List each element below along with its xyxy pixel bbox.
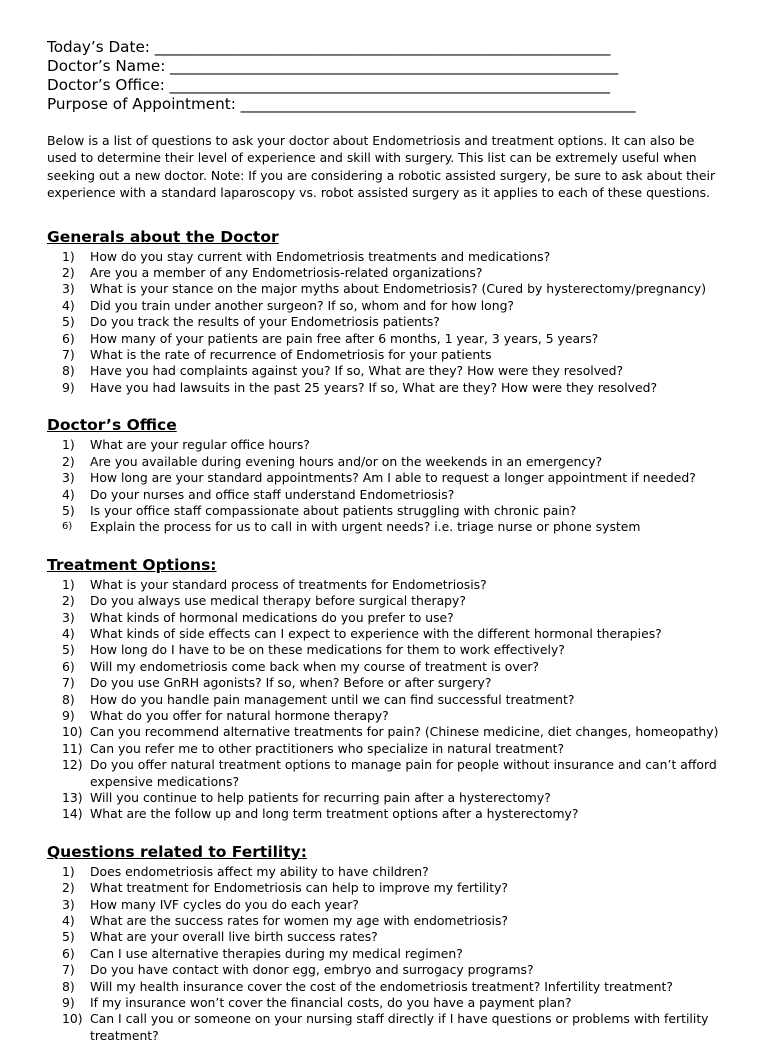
question-item	[62, 897, 728, 913]
question-item	[62, 626, 728, 642]
question-number: 13)	[62, 790, 83, 805]
question-item	[62, 363, 728, 379]
question-number: 6)	[62, 945, 75, 961]
question-number: 4)	[62, 486, 75, 502]
doctors-office-field: Doctor’s Office: __________________________________________________________	[47, 76, 611, 94]
question-sections	[47, 228, 728, 1044]
question-number: 3)	[62, 896, 75, 912]
question-number: 1)	[62, 437, 75, 453]
question-text: How long are your standard appointments? Am I able to request a longer appointment if needed?	[90, 470, 696, 486]
question-item	[62, 642, 728, 658]
question-text: What kinds of hormonal medications do you prefer to use?	[90, 609, 454, 625]
section-title: Doctor’s Office	[47, 416, 177, 435]
question-number: 6)	[62, 658, 75, 674]
question-text: What is your stance on the major myths about Endometriosis? (Cured by hysterectomy/pregnancy)	[90, 281, 707, 297]
section-title: Generals about the Doctor	[47, 227, 279, 246]
question-number: 7)	[62, 347, 75, 363]
question-item	[62, 347, 728, 363]
question-number: 1)	[62, 863, 75, 879]
question-item	[62, 249, 728, 265]
question-item	[62, 724, 728, 740]
question-list	[47, 577, 728, 823]
question-text: How many of your patients are pain free after 6 months, 1 year, 3 years, 5 years?	[90, 330, 599, 346]
question-number: 12)	[62, 757, 83, 773]
question-number: 2)	[62, 265, 75, 281]
question-item	[62, 692, 728, 708]
question-text: Have you had lawsuits in the past 25 years? If so, What are they? How were they resolved?	[90, 379, 658, 395]
question-number: 6)	[62, 330, 75, 346]
question-number: 9)	[62, 379, 75, 395]
question-text: Does endometriosis affect my ability to have children?	[90, 863, 429, 879]
purpose-of-appointment-field: Purpose of Appointment: ____________________________________________________	[47, 95, 636, 113]
question-number: 2)	[62, 453, 75, 469]
question-text: Are you available during evening hours and/or on the weekends in an emergency?	[90, 453, 603, 469]
question-list	[47, 249, 728, 397]
question-number: 4)	[62, 625, 75, 641]
question-item	[62, 806, 728, 822]
section-title: Treatment Options:	[47, 555, 217, 574]
question-item	[62, 757, 728, 790]
question-item	[62, 331, 728, 347]
question-text: Do you offer natural treatment options to manage pain for people without insurance and can’t afford expensive medications?	[90, 757, 717, 789]
question-item	[62, 864, 728, 880]
question-list	[47, 437, 728, 535]
question-text: Do you track the results of your Endometriosis patients?	[90, 314, 440, 330]
question-number: 3)	[62, 609, 75, 625]
question-text: What are the follow up and long term treatment options after a hysterectomy?	[90, 806, 579, 822]
question-number: 8)	[62, 978, 75, 994]
question-item	[62, 593, 728, 609]
question-number: 4)	[62, 297, 75, 313]
question-text: Have you had complaints against you? If so, What are they? How were they resolved?	[90, 363, 624, 379]
question-number: 8)	[62, 691, 75, 707]
question-item	[62, 929, 728, 945]
question-number: 5)	[62, 642, 75, 658]
question-text: How do you stay current with Endometriosis treatments and medications?	[90, 248, 551, 264]
question-text: Will my health insurance cover the cost of the endometriosis treatment? Infertility treatment?	[90, 978, 673, 994]
question-item	[62, 577, 728, 593]
question-item	[62, 790, 728, 806]
question-text: Can I use alternative therapies during my medical regimen?	[90, 945, 463, 961]
question-item	[62, 995, 728, 1011]
question-item	[62, 281, 728, 297]
question-number: 1)	[62, 576, 75, 592]
question-list	[47, 864, 728, 1044]
question-number: 10)	[62, 724, 83, 740]
question-number: 3)	[62, 281, 75, 297]
question-number: 5)	[62, 929, 75, 945]
question-text: How long do I have to be on these medications for them to work effectively?	[90, 642, 565, 658]
question-item	[62, 519, 728, 535]
question-text: Can you recommend alternative treatments for pain? (Chinese medicine, diet changes, homeopathy)	[90, 724, 719, 740]
question-number: 9)	[62, 995, 75, 1011]
question-text: Do you have contact with donor egg, embryo and surrogacy programs?	[90, 962, 534, 978]
question-text: If my insurance won’t cover the financial costs, do you have a payment plan?	[90, 995, 572, 1011]
question-item	[62, 298, 728, 314]
question-item	[62, 675, 728, 691]
question-text: What are your regular office hours?	[90, 437, 310, 453]
question-text: Can I call you or someone on your nursing staff directly if I have questions or problems with fertility treatment?	[90, 1011, 709, 1043]
question-item	[62, 487, 728, 503]
question-number: 9)	[62, 707, 75, 723]
question-item	[62, 979, 728, 995]
question-item	[62, 880, 728, 896]
question-number: 7)	[62, 962, 75, 978]
section-title: Questions related to Fertility:	[47, 842, 307, 861]
question-item	[62, 1011, 728, 1044]
question-number: 5)	[62, 314, 75, 330]
question-text: What are your overall live birth success rates?	[90, 929, 378, 945]
question-number: 3)	[62, 470, 75, 486]
question-number: 7)	[62, 675, 75, 691]
question-text: What treatment for Endometriosis can help to improve my fertility?	[90, 880, 509, 896]
question-text: Did you train under another surgeon? If so, whom and for how long?	[90, 297, 515, 313]
question-number: 8)	[62, 363, 75, 379]
form-header	[47, 38, 728, 114]
question-number: 4)	[62, 913, 75, 929]
question-text: Explain the process for us to call in with urgent needs? i.e. triage nurse or phone system	[90, 519, 641, 535]
question-text: What kinds of side effects can I expect to experience with the different hormonal therapies?	[90, 625, 662, 641]
question-item	[62, 454, 728, 470]
question-text: Will my endometriosis come back when my course of treatment is over?	[90, 658, 540, 674]
question-text: Is your office staff compassionate about patients struggling with chronic pain?	[90, 502, 577, 518]
question-text: Do you use GnRH agonists? If so, when? Before or after surgery?	[90, 675, 492, 691]
question-number: 10)	[62, 1011, 83, 1027]
question-number: 2)	[62, 593, 75, 609]
question-text: Are you a member of any Endometriosis-related organizations?	[90, 265, 483, 281]
question-item	[62, 314, 728, 330]
question-text: Will you continue to help patients for recurring pain after a hysterectomy?	[90, 790, 551, 805]
question-item	[62, 503, 728, 519]
intro-paragraph: Below is a list of questions to ask your doctor about Endometriosis and treatment options. It can also be used to determine their level of experience and skill with surgery. This list can be extremely useful when seeking out a new doctor. Note: If you are considering a robotic assisted surgery, be sure to ask about their experience with a standard laparoscopy vs. robot assisted surgery as it applies to each of these questions.	[47, 133, 716, 201]
question-item	[62, 741, 728, 757]
question-text: How many IVF cycles do you do each year?	[90, 896, 359, 912]
question-item	[62, 946, 728, 962]
question-text: Do your nurses and office staff understand Endometriosis?	[90, 486, 455, 502]
question-text: How do you handle pain management until we can find successful treatment?	[90, 691, 575, 707]
question-text: What do you offer for natural hormone therapy?	[90, 707, 389, 723]
question-text: What is the rate of recurrence of Endometriosis for your patients	[90, 347, 492, 363]
question-number: 14)	[62, 806, 83, 822]
question-text: What are the success rates for women my age with endometriosis?	[90, 913, 508, 929]
doctors-name-field: Doctor’s Name: ___________________________________________________________	[47, 57, 619, 75]
question-number: 6)	[62, 521, 73, 533]
question-number: 11)	[62, 740, 83, 756]
question-text: What is your standard process of treatments for Endometriosis?	[90, 576, 487, 592]
question-item	[62, 265, 728, 281]
question-text: Can you refer me to other practitioners who specialize in natural treatment?	[90, 740, 565, 756]
question-number: 2)	[62, 880, 75, 896]
question-item	[62, 659, 728, 675]
question-item	[62, 380, 728, 396]
question-item	[62, 708, 728, 724]
question-item	[62, 437, 728, 453]
question-item	[62, 610, 728, 626]
question-text: Do you always use medical therapy before surgical therapy?	[90, 593, 466, 609]
question-item	[62, 470, 728, 486]
question-number: 5)	[62, 502, 75, 518]
question-item	[62, 913, 728, 929]
question-number: 1)	[62, 248, 75, 264]
question-item	[62, 962, 728, 978]
todays-date-field: Today’s Date: ____________________________________________________________	[47, 38, 611, 56]
